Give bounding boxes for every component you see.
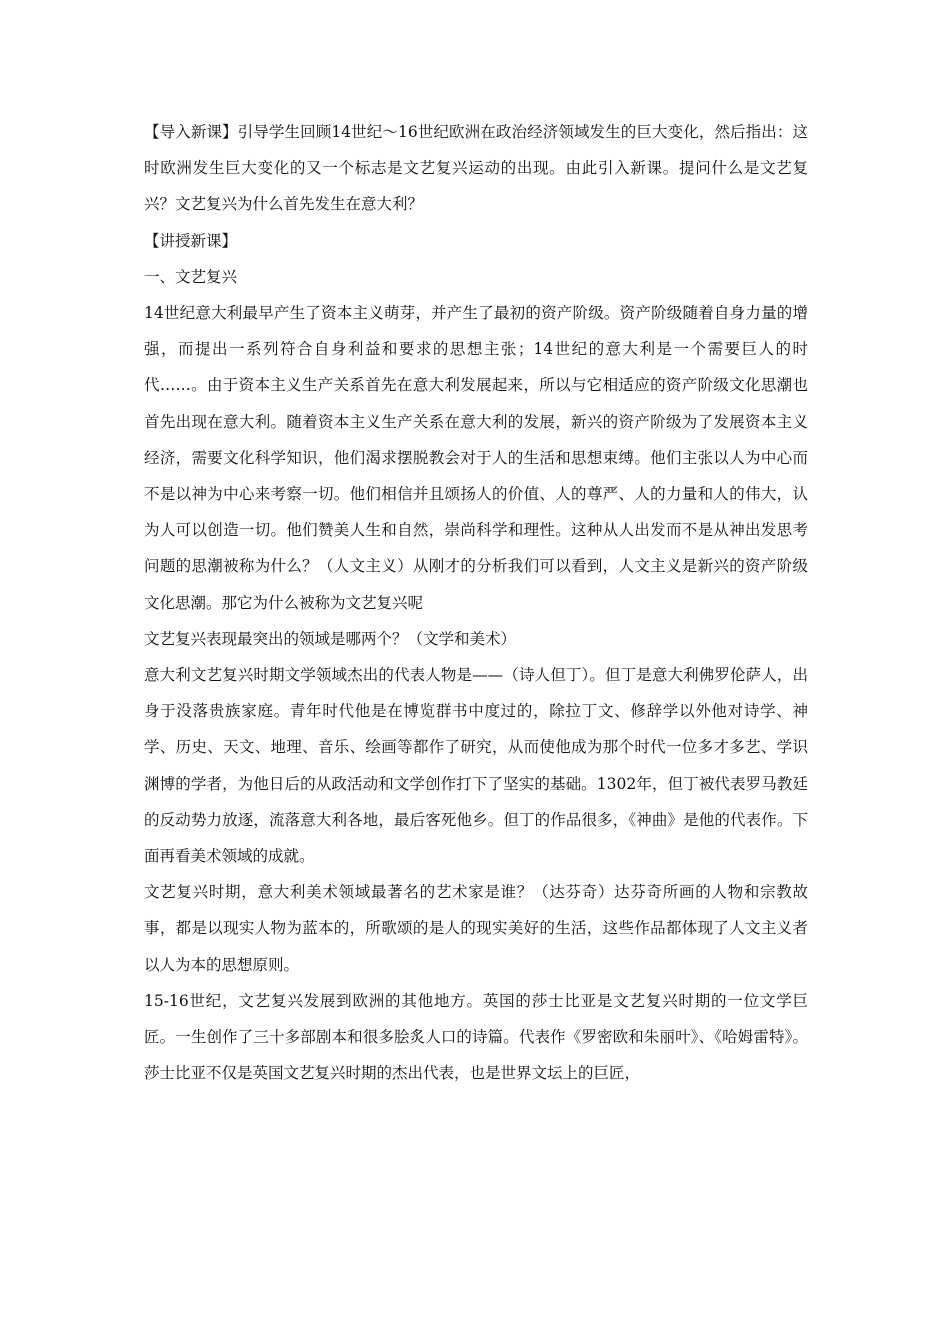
- paragraph-shakespeare: 15-16世纪，文艺复兴发展到欧洲的其他地方。英国的莎士比亚是文艺复兴时期的一位文学巨匠。一生创作了三十多部剧本和很多脍炙人口的诗篇。代表作《罗密欧和朱丽叶》、《哈姆雷特》。莎士比亚不仅是英国文艺复兴时期的杰出代表，也是世界文坛上的巨匠，: [144, 991, 808, 1083]
- paragraph-dante: 意大利文艺复兴时期文学领域杰出的代表人物是——（诗人但丁）。但丁是意大利佛罗伦萨人，出身于没落贵族家庭。青年时代他是在博览群书中度过的，除拉丁文、修辞学以外他对诗学、神学、历史、天文、地理、音乐、绘画等都作了研究，从而使他成为那个时代一位多才多艺、学识渊博的学者，为他日后的从政活动和文学创作打下了坚实的基础。1302年，但丁被代表罗马教廷的反动势力放逐，流落意大利各地，最后客死他乡。但丁的作品很多，《神曲》是他的代表作。下面再看美术领域的成就。: [144, 666, 808, 866]
- subheading-renaissance: 一、文艺复兴: [144, 267, 238, 286]
- paragraph-intro: 【导入新课】引导学生回顾14世纪～16世纪欧洲在政治经济领域发生的巨大变化，然后指出：这时欧洲发生巨大变化的又一个标志是文艺复兴运动的出现。由此引入新课。提问什么是文艺复兴？文艺复兴为什么首先发生在意大利？: [144, 123, 808, 214]
- document-body: [144, 114, 808, 1091]
- paragraph-origin: 14世纪意大利最早产生了资本主义萌芽，并产生了最初的资产阶级。资产阶级随着自身力量的增强，而提出一系列符合自身利益和要求的思想主张；14世纪的意大利是一个需要巨人的时代……。由于资本主义生产关系首先在意大利发展起来，所以与它相适应的资产阶级文化思潮也首先出现在意大利。随着资本主义生产关系在意大利的发展，新兴的资产阶级为了发展资本主义经济，需要文化科学知识，他们渴求摆脱教会对于人的生活和思想束缚。他们主张以人为中心而不是以神为中心来考察一切。他们相信并且颂扬人的价值、人的尊严、人的力量和人的伟大，认为人可以创造一切。他们赞美人生和自然，崇尚科学和理性。这种从人出发而不是从神出发思考问题的思潮被称为什么？（人文主义）从刚才的分析我们可以看到，人文主义是新兴的资产阶级文化思潮。那它为什么被称为文艺复兴呢: [144, 304, 808, 612]
- paragraph-question-fields: 文艺复兴表现最突出的领域是哪两个？（文学和美术）: [144, 629, 517, 648]
- paragraph-da-vinci: 文艺复兴时期，意大利美术领域最著名的艺术家是谁？（达芬奇）达芬奇所画的人物和宗教故事，都是以现实人物为蓝本的，所歌颂的是人的现实美好的生活，这些作品都体现了人文主义者以人为本的思想原则。: [144, 883, 808, 974]
- section-heading-lecture: 【讲授新课】: [144, 231, 238, 250]
